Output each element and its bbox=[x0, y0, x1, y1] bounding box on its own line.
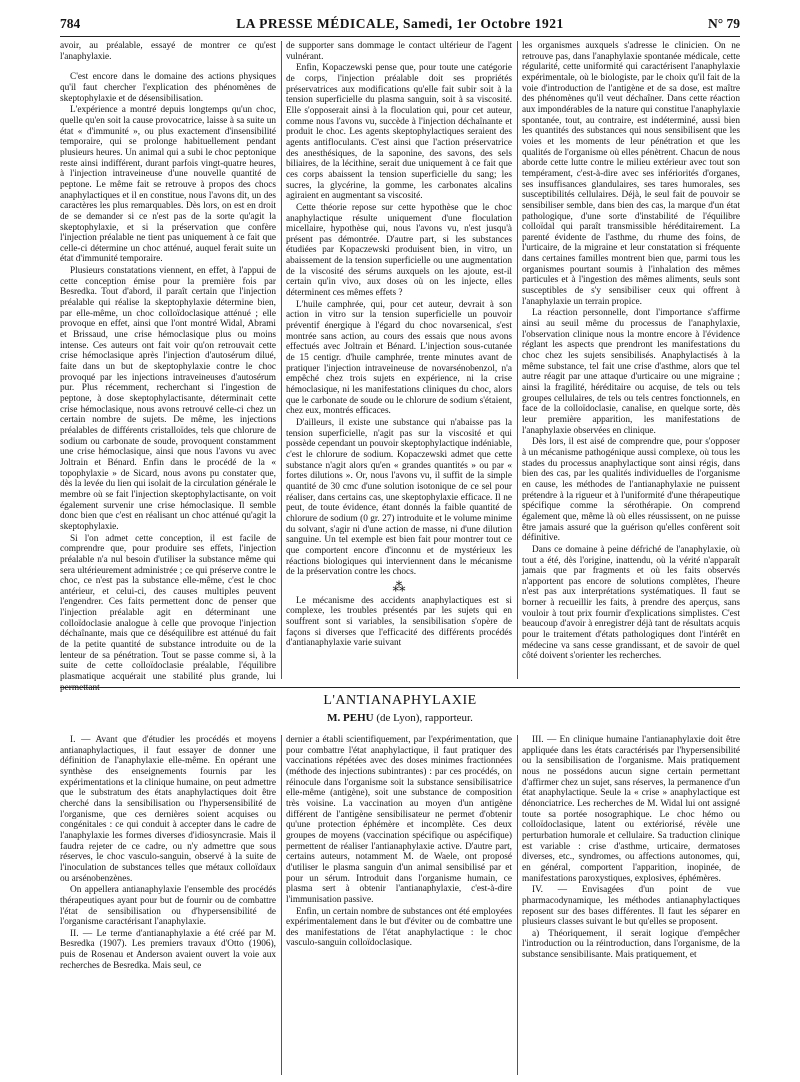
author-name: M. PEHU bbox=[327, 712, 374, 724]
paragraph: les organismes auxquels s'adresse le clinicien. On ne retrouve pas, dans l'anaphylaxie spontanée médicale, cette régularité, cette uniformité qui caractérisent l'anaphylaxie expérimentale, où le biologiste, par le choix qu'il fait de la voie d'introduction de l'antigène et de sa dose, est maître des phénomènes qu'il veut déchaîner. Dans cette réaction aux impondérables de la nature qui constitue l'anaphylaxie spontanée, tout, au contraire, est indéterminé, aussi bien les quantités des substances qui nous sensibilisent que les voies et les moments de leur pénétration et que les qualités de l'organisme où elles pénètrent. Chacun de nous aborde cette lutte contre le milieu extérieur avec tout son tempérament, c'est-à-dire avec ses infériorités d'organes, ses insuffisances glandulaires, ses tares humorales, ses susceptibilités cellulaires. Déjà, le seul fait de pouvoir se sensibiliser semble, dans bien des cas, la marque d'un état pathologique, d'une sorte d'instabilité de l'équilibre colloïdal qui paraît transmissible héréditairement. La parenté évidente de l'asthme, du rhume des foins, de l'urticaire, de la migraine et leur constatation si fréquente dans certaines familles montrent bien que, parmi tous les organismes pourtant soumis à l'inhalation des mêmes particules et à l'ingestion des mêmes aliments, seuls sont susceptibles de s'y sensibiliser ceux qui offrent à l'anaphylaxie un terrain propice. bbox=[522, 41, 740, 307]
paragraph: Dans ce domaine à peine défriché de l'anaphylaxie, où tout a été, dès l'origine, inattendu, où la vérité n'apparaît jamais que par fragments et où les faits observés n'apportent pas encore de solutions complètes, l'heure n'est pas aux interprétations systématiques. Il faut se borner à recueillir les faits, à prendre des aperçus, sans vouloir à tout prix fournir d'explications simplistes. C'est beaucoup d'avoir à enregistrer déjà tant de résultats acquis pour le traitement d'états pathologiques dont l'intérêt en médecine va sans cesse grandissant, et de savoir de quel côté doivent s'orienter les recherches. bbox=[522, 544, 740, 662]
paragraph: L'huile camphrée, qui, pour cet auteur, devrait à son action in vitro sur la tension superficielle un pouvoir préventif énergique à l'égard du choc novarsenical, s'est montrée sans action, au cours des essais que nous avons effectués avec Joltrain et Bénard. L'injection sous-cutanée de 15 centigr. d'huile camphrée, trente minutes avant de pratiquer l'injection intraveineuse de novarsénobenzol, n'a empêché chez trois sujets en expérience, ni la crise hémoclasique, ni les manifestations cliniques du choc, alors que le carbonate de soude ou le chlorure de sodium s'étaient, chez eux, montrés efficaces. bbox=[286, 299, 512, 417]
lower-column-3 bbox=[522, 735, 740, 1075]
paragraph: On appellera antianaphylaxie l'ensemble des procédés thérapeutiques ayant pour but de fournir ou de combattre l'état de sensibilisation ou d'hypersensibilité de l'organisme caractérisant l'anaphylaxie. bbox=[60, 885, 276, 928]
lower-column-1 bbox=[60, 735, 276, 1075]
paragraph: IV. — Envisagées d'un point de vue pharmacodynamique, les méthodes antianaphylactiques reposent sur des bases différentes. Il faut les séparer en plusieurs classes suivant le but qu'elles se proposent. bbox=[522, 885, 740, 928]
upper-column-1 bbox=[60, 41, 276, 693]
column-divider bbox=[517, 41, 518, 679]
lower-column-2 bbox=[286, 735, 512, 1075]
section-byline bbox=[60, 712, 740, 724]
paragraph: dernier a établi scientifiquement, par l'expérimentation, que pour combattre l'état anaphylactique, il faut pratiquer des vaccinations répétées avec des doses minimes fractionnées (méthode des injections subintrantes) : par ces procédés, on réinocule dans l'organisme soit la substance sensibilisatrice elle-même (antigène), soit une substance de composition très voisine. La vaccination au moyen d'un antigène différent de l'antigène sensibilisateur ne permet d'obtenir qu'une protection éphémère et incomplète. Ces deux groupes de moyens (vaccination spécifique ou aspécifique) permettent de réaliser l'antianaphylaxie active. D'autre part, certains auteurs, notamment M. de Waele, ont proposé d'utiliser le plasma sanguin d'un animal sensibilisé par et pour un sérum. Introduit dans l'organisme humain, ce plasma sert à obtenir l'antianaphylaxie, c'est-à-dire l'immunisation passive. bbox=[286, 735, 512, 905]
paragraph: La réaction personnelle, dont l'importance s'affirme ainsi au seuil même du processus de l'anaphylaxie, l'observation clinique nous la montre encore à l'évidence réglant les aspects que prendront les manifestations du choc chez les sujets sensibilisés. Anaphylactisés à la même substance, tel fait une crise d'asthme, alors que tel autre réagit par une attaque d'urticaire ou une migraine ; ainsi la fragilité, héréditaire ou acquise, de tels ou tels groupes cellulaires, de tels ou tels centres fonctionnels, en face de la colloïdoclasie, canalise, en quelque sorte, dès leur première apparition, les manifestations de l'anaphylaxie observées en clinique. bbox=[522, 308, 740, 436]
page-header bbox=[60, 16, 740, 32]
column-divider bbox=[281, 735, 282, 1075]
paragraph: I. — Avant que d'étudier les procédés et moyens antianaphylactiques, il faut essayer de donner une définition de l'anaphylaxie elle-même. En opérant une synthèse des enseignements fournis par les expérimentations et la clinique humaine, on peut admettre que le substratum des états anaphylactiques doit être cherché dans la sensibilisation ou l'hypersensibilité de l'organisme, que ces dernières soient acquises ou congénitales : ce qui conduit à accepter dans le cadre de l'anaphylaxie les formes diverses d'idiosyncrasie. Mais il faudra rejeter de ce cadre, ou n'y admettre que sous réserves, le choc vasculo-sanguin, observé à la suite de l'inoculation de substances telles que métaux colloïdaux ou arsénobenzènes. bbox=[60, 735, 276, 884]
paragraph: II. — Le terme d'antianaphylaxie a été créé par M. Besredka (1907). Les premiers travaux d'Otto (1906), puis de Rosenau et Anderson avaient ouvert la voie aux recherches de Besredka. Mais seul, ce bbox=[60, 928, 276, 971]
column-divider bbox=[517, 735, 518, 1075]
paragraph: C'est encore dans le domaine des actions physiques qu'il faut chercher l'explication des phénomènes de skeptophylaxie et de désensibilisation. bbox=[60, 72, 276, 104]
author-affiliation: (de Lyon), rapporteur. bbox=[373, 712, 473, 724]
journal-title: LA PRESSE MÉDICALE, Samedi, 1er Octobre 1921 bbox=[236, 16, 564, 31]
paragraph: Cette théorie repose sur cette hypothèse que le choc anaphylactique résulte uniquement d'une floculation micellaire, hypothèse qui, nous l'avons vu, n'est jusqu'à présent pas démontrée. D'autre part, si les substances étudiées par Kopaczewski produisent bien, in vitro, un abaissement de la tension superficielle ou une augmentation de la viscosité des sérums auxquels on les ajoute, est-il certain qu'in vivo, aux doses où on les injecte, elles déterminent ces mêmes effets ? bbox=[286, 202, 512, 299]
paragraph: D'ailleurs, il existe une substance qui n'abaisse pas la tension superficielle, n'agit pas sur la viscosité et qui possède cependant un pouvoir skeptophylactique indéniable, c'est le chlorure de sodium. Kopaczewski admet que cette substance n'agit alors qu'en « grandes quantités » ou par « fortes dilutions ». Or, nous l'avons vu, il suffit de la simple quantité de 30 cmc d'une solution isotonique de ce sel pour réaliser, dans certains cas, une skeptophylaxie efficace. Il ne peut, de toute évidence, étant donnés la faible quantité de chlorure de sodium (0 gr. 27) introduite et le volume minime du solvant, s'agir ni d'une action de masse, ni d'une dilution sanguine. Un tel exemple est bien fait pour montrer tout ce que comportent encore d'inconnu et de mystérieux les réactions biologiques qui interviennent dans le mécanisme de la préservation contre les chocs. bbox=[286, 417, 512, 578]
header-rule bbox=[60, 36, 740, 37]
issue-number: N° 79 bbox=[707, 16, 740, 31]
paragraph: III. — En clinique humaine l'antianaphylaxie doit être appliquée dans les états caractérisés par l'hypersensibilité ou la sensibilisation de l'organisme. Mais pratiquement nous ne possédons aucun signe certain permettant d'affirmer chez un sujet, sans réserves, la permanence d'un état anaphylactique. Seule la « crise » anaphylactique est dénonciatrice. Les recherches de M. Widal lui ont assigné toute sa portée nosographique. Le choc hémo ou colloïdoclasique, latent ou extériorisé, révèle une perturbation humorale et cellulaire. Sa traduction clinique est variable : crise d'asthme, urticaire, dermatoses diverses, etc., syndromes, ou affections autonomes, qui, en général, comportent l'apparition, inopinée, de manifestations paroxystiques, explosives, éphémères. bbox=[522, 735, 740, 884]
paragraph: avoir, au préalable, essayé de montrer ce qu'est l'anaphylaxie. bbox=[60, 41, 276, 62]
page-number: 784 bbox=[60, 16, 81, 31]
paragraph: a) Théoriquement, il serait logique d'empêcher l'introduction ou la réintroduction, dans l'organisme, de la substance sensibilisante. Mais pratiquement, et bbox=[522, 928, 740, 961]
paragraph: Enfin, Kopaczewski pense que, pour toute une catégorie de corps, l'injection préalable doit ses propriétés préservatrices aux modifications qu'elle fait subir soit à la tension superficielle du plasma sanguin, soit à sa viscosité. Elle s'opposerait ainsi à la floculation qui, pour cet auteur, comme nous l'avons vu, succède à l'injection déchaînante et produit le choc. Les agents skeptophylactiques seraient des agents antifloculants. C'est ainsi que l'action préservatrice des anesthésiques, de la saponine, des savons, des sels biliaires, de la lécithine, serait due uniquement à ce fait que ces corps abaissent la tension superficielle du sang; les sucres, la glycérine, la gomme, les carbonates alcalins agiraient en augmentant sa viscosité. bbox=[286, 63, 512, 202]
section-break-asterism: ⁂ bbox=[392, 578, 406, 594]
section-rule bbox=[60, 687, 740, 688]
paragraph: L'expérience a montré depuis longtemps qu'un choc, quelle qu'en soit la cause provocatrice, laisse à sa suite un état « d'immunité », ou plus exactement d'insensibilité temporaire, qui se prolonge habituellement pendant plusieurs heures. Un animal qui a subi le choc peptonique reste ainsi indifférent, durant parfois vingt-quatre heures, à l'injection intraveineuse d'une nouvelle quantité de peptone. Le même fait se retrouve à propos des chocs anaphylactiques et il en constitue, nous l'avons dit, un des caractères les plus remarquables. Dès lors, on est en droit de se demander si ce n'est pas de la sorte qu'agit la skeptophylaxie, et si la préservation que confère l'injection préalable ne tient pas uniquement à ce fait que celle-ci détermine un choc atténué, auquel ferait suite un état d'immunité temporaire. bbox=[60, 105, 276, 265]
section-title: L'ANTIANAPHYLAXIE bbox=[323, 693, 477, 708]
paragraph: Si l'on admet cette conception, il est facile de comprendre que, pour produire ses effets, l'injection préalable n'a nul besoin d'utiliser la substance même qui sera ultérieurement administrée ; ce qui préserve contre le choc, ce n'est pas la substance elle-même, c'est le choc antérieur, et celui-ci, des causes multiples peuvent l'engendrer. Ces faits permettent donc de penser que l'injection préalable agit en déterminant une colloïdoclasie analogue à celle que provoque l'injection déchaînante, mais que ce déséquilibre est atténué du fait de la petite quantité de substance introduite ou de la lenteur de sa pénétration. Tout se passe comme si, à la suite de cette colloïdoclasie préalable, l'équilibre plasmatique acquérait une stabilité plus grande, lui permettant bbox=[60, 533, 276, 693]
column-divider bbox=[281, 41, 282, 679]
upper-column-2 bbox=[286, 41, 512, 681]
upper-column-3 bbox=[522, 41, 740, 681]
paragraph: Plusieurs constatations viennent, en effet, à l'appui de cette conception émise pour la première fois par Besredka. Tout d'abord, il paraît certain que l'injection préalable qui réalise la skeptophylaxie détermine bien, par elle-même, un choc colloïdoclasique atténué ; elle provoque en effet, ainsi que l'ont montré Widal, Abrami et Brissaud, une crise hémoclasique plus ou moins intense. Ces auteurs ont fait voir qu'on retrouvait cette crise hémoclasique après l'injection d'autosérum dilué, faite dans un but de skeptophylaxie contre le choc provoqué par les injections intraveineuses d'autosérum pur. Plus récemment, recherchant si l'ingestion de peptone, à dose skeptophylactisante, déterminait cette crise hémoclasique, nous avons retrouvé celle-ci chez un certain nombre de sujets. De même, les injections préalables de différents cristalloïdes, tels que chlorure de sodium ou carbonate de soude, provoquent constamment une crise hémoclasique, ainsi que nous l'avons vu avec Joltrain et Bénard. Enfin dans le procédé de la « topophylaxie » de Sicard, nous avons pu constater que, dès la levée du lien qui isolait de la circulation générale le membre où se fait l'injection skeptophylactisante, on voit également survenir une crise hémoclasique. Il semble donc bien que c'est en réalisant un choc atténué qu'agit la skeptophylaxie. bbox=[60, 266, 276, 532]
paragraph: Dès lors, il est aisé de comprendre que, pour s'opposer à un mécanisme pathogénique aussi complexe, où tous les stades du processus anaphylactique sont ainsi régis, dans bien des cas, par les qualités individuelles de l'organisme en cause, les méthodes de l'antianaphylaxie ne puissent prétendre à la rigueur et à l'uniformité d'une thérapeutique spécifique comme la sérothérapie. On comprend également que, même là où elles réussissent, on ne puisse être jamais assuré que la guérison qu'elles confèrent soit définitive. bbox=[522, 437, 740, 544]
paragraph: Enfin, un certain nombre de substances ont été employées expérimentalement dans le but d'éviter ou de combattre une des manifestations de l'état anaphylactique : le choc vasculo-sanguin colloïdoclasique. bbox=[286, 906, 512, 949]
paragraph: de supporter sans dommage le contact ultérieur de l'agent vulnérant. bbox=[286, 41, 512, 62]
paragraph: Le mécanisme des accidents anaphylactiques est si complexe, les troubles présentés par les sujets qui en souffrent sont si variables, la sensibilisation s'opère de façons si diverses que l'efficacité des différents procédés d'antianaphylaxie varie suivant bbox=[286, 595, 512, 649]
